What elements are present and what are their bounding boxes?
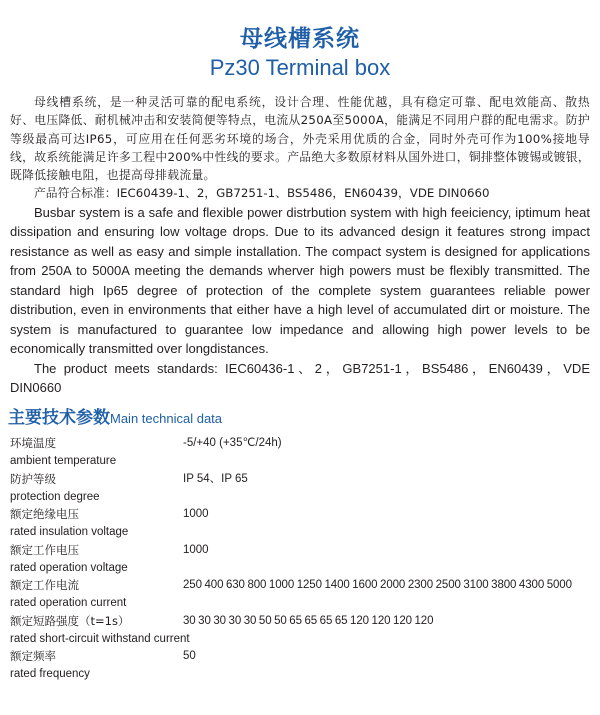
spec-row — [10, 541, 595, 577]
page-subtitle: Pz30 Terminal box — [209, 55, 391, 80]
page-title: 母线槽系统 — [240, 26, 360, 52]
section-heading-en: Main technical data — [110, 411, 223, 426]
spec-label-en: rated operation voltage — [10, 561, 128, 574]
spec-row — [10, 505, 595, 541]
spec-value: IP 54、IP 65 — [183, 472, 248, 485]
intro-cn-paragraph: 母线槽系统，是一种灵活可靠的配电系统，设计合理、性能优越，具有稳定可靠、配电效能高、散热好、电压降低、耐机械冲击和安装简便等特点，电流从250A至5000A，能满足不同用户群的配电需求。防护等级最高可达IP65，可应用在任何恶劣环境的场合，外壳采用优质的合金，同时外壳可作为100%接地导线，故系统能满足许多工程中200%中性线的要求。产品绝大多数原材料从国外进口，铜排整体镀锡或镀银，既降低接触电阻，也提高母排载流量。 — [10, 95, 590, 183]
spec-value: 30 30 30 30 30 50 50 65 65 65 65 120 120 120 120 — [183, 614, 434, 627]
spec-label-en: rated operation current — [10, 597, 127, 609]
spec-value: 250 400 630 800 1000 1250 1400 1600 2000 2300 2500 3100 3800 4300 5000 — [183, 579, 572, 591]
spec-label-en: ambient temperature — [10, 455, 117, 467]
spec-row — [10, 576, 595, 612]
spec-label-en: rated short-circuit withstand current — [10, 632, 190, 645]
intro-en-paragraph: Busbar system is a safe and flexible power distrbution system with high feeiciency, iptimum heat dissipation and ensuring low voltage drops. Due to its advanced design it features strong impact resistance as well as easy and simple installation. The compact system is designed for applications from 250A to 5000A meeting the demands wherver high powers must be flexibly transmitted. The standard high Ip65 degree of protection of the complete system guarantees reliable power distribution, even in environments that either have a high level of accumulated dirt or moisture. The system is manufactured to guarantee low impedance and allowing high power levels to be economically transmitted over longdistances. — [10, 204, 590, 357]
spec-label-en: rated frequency — [10, 668, 90, 680]
spec-row — [10, 470, 595, 506]
spec-label-cn: 额定绝缘电压 — [10, 507, 79, 521]
spec-label-cn: 环境温度 — [10, 436, 56, 450]
spec-label-en: rated insulation voltage — [10, 526, 129, 538]
spec-label-cn: 额定工作电流 — [10, 578, 79, 592]
spec-row — [10, 647, 595, 683]
spec-table — [10, 434, 595, 683]
section-heading-cn: 主要技术参数 — [8, 408, 110, 428]
spec-row — [10, 612, 595, 648]
spec-value: 50 — [183, 650, 196, 662]
spec-value: 1000 — [183, 508, 209, 520]
section-heading — [8, 403, 222, 428]
spec-label-en: protection degree — [10, 490, 100, 503]
intro-en-standards: The product meets standards: IEC60436-1、2，GB7251-1，BS5486，EN60439，VDE DIN0660 — [10, 360, 590, 396]
spec-label-cn: 防护等级 — [10, 471, 56, 486]
spec-label-cn: 额定短路强度（t=1s） — [10, 613, 130, 628]
spec-value: -5/+40 (+35℃/24h) — [183, 437, 282, 449]
spec-value: 1000 — [183, 543, 209, 556]
spec-label-cn: 额定工作电压 — [10, 542, 79, 557]
intro-section — [10, 93, 590, 398]
spec-label-cn: 额定频率 — [10, 649, 56, 663]
spec-row — [10, 434, 595, 470]
intro-cn-standards: 产品符合标准：IEC60439-1、2，GB7251-1、BS5486，EN60439，VDE DIN0660 — [34, 186, 490, 201]
